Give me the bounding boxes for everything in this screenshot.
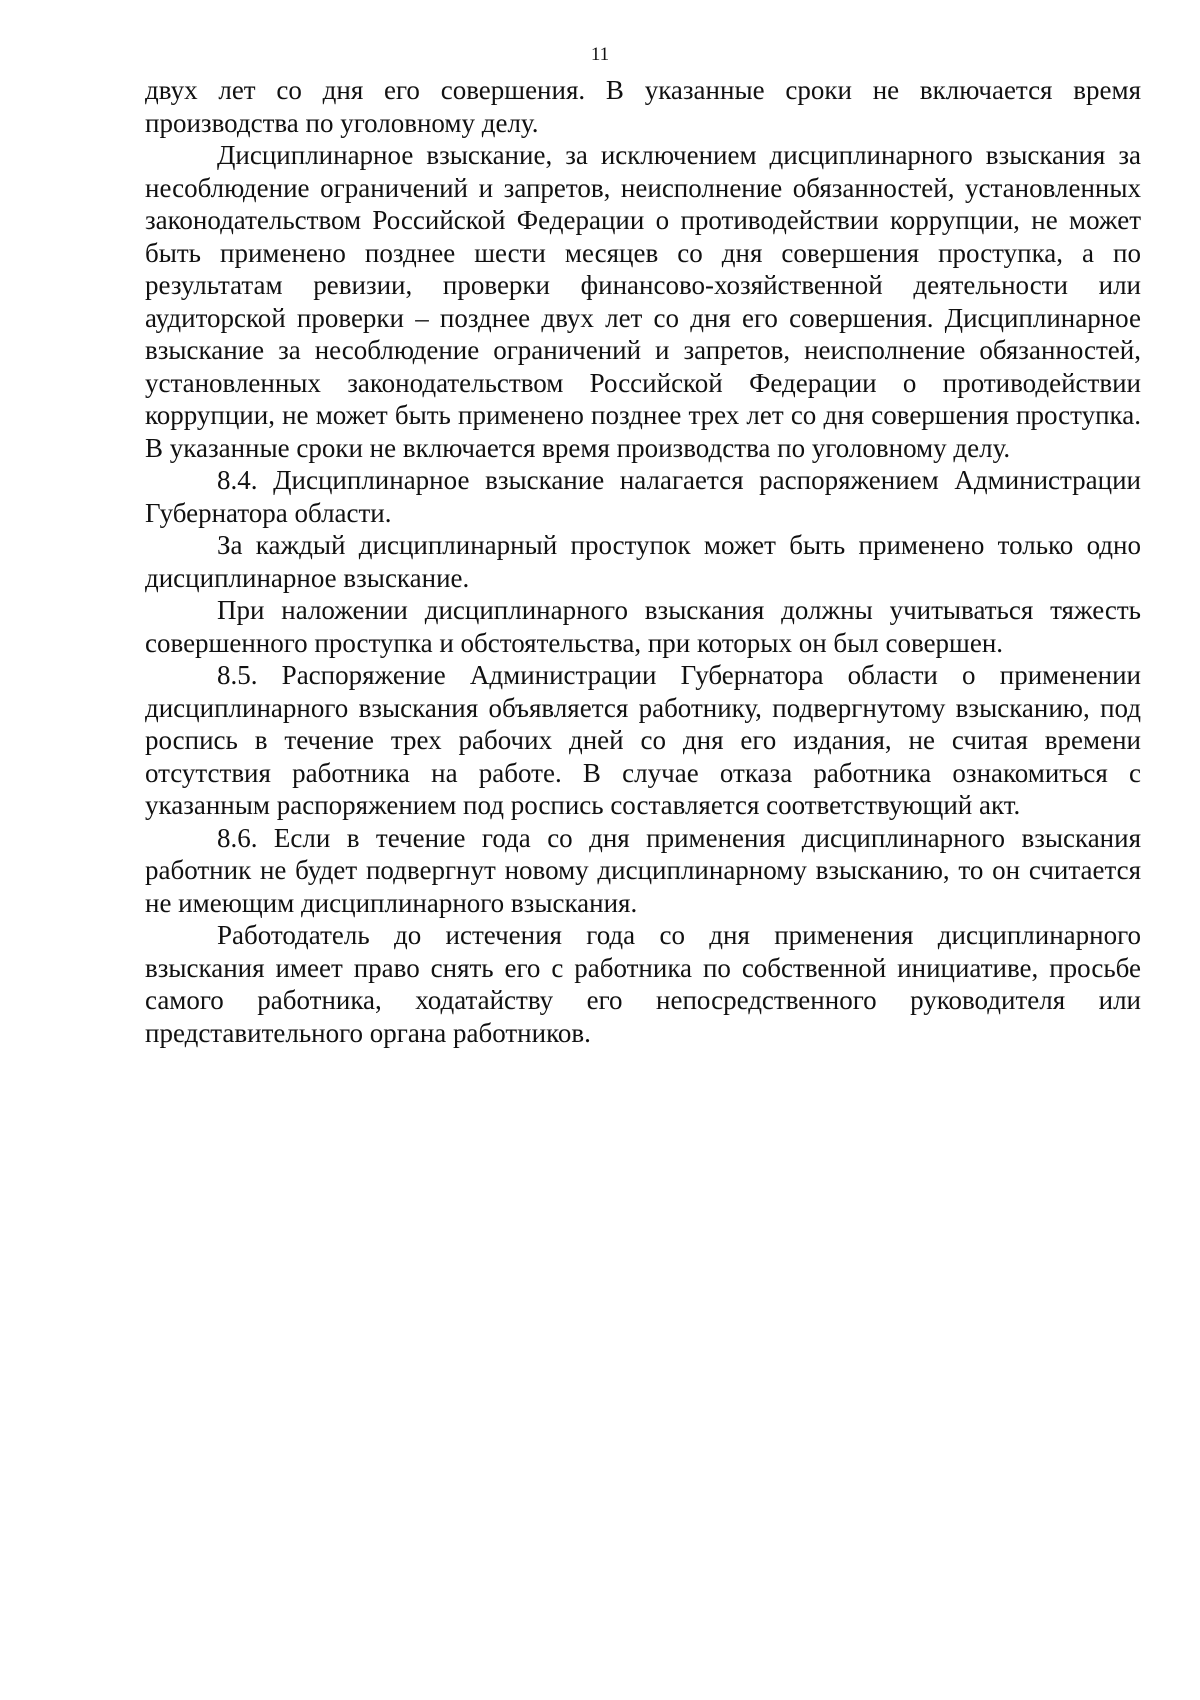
paragraph-employer-removal: Работодатель до истечения года со дня применения дисциплинарного взыскания имеет право снять его с работника по собственной инициативе, просьбе самого работника, ходатайству его непосредственного руководителя или представительного органа работников. [145,920,1141,1048]
paragraph-continuation: двух лет со дня его совершения. В указанные сроки не включается время производства по уголовному делу. [145,75,1141,138]
paragraph-single-penalty: За каждый дисциплинарный проступок может быть применено только одно дисциплинарное взыскание. [145,530,1141,593]
paragraph-8-5: 8.5. Распоряжение Администрации Губернатора области о применении дисциплинарного взыскания объявляется работнику, подвергнутому взысканию, под роспись в течение трех рабочих дней со дня его издания, не считая времени отсутствия работника на работе. В случае отказа работника ознакомиться с указанным распоряжением под роспись составляется соответствующий акт. [145,660,1141,820]
paragraph-8-6: 8.6. Если в течение года со дня применения дисциплинарного взыскания работник не будет подвергнут новому дисциплинарному взысканию, то он считается не имеющим дисциплинарного взыскания. [145,822,1141,918]
document-body [145,74,1141,1049]
paragraph-disciplinary-terms: Дисциплинарное взыскание, за исключением дисциплинарного взыскания за несоблюдение ограничений и запретов, неисполнение обязанностей, установленных законодательством Российской Федерации о противодействии коррупции, не может быть применено позднее шести месяцев со дня совершения проступка, а по результатам ревизии, проверки финансово-хозяйственной деятельности или аудиторской проверки – позднее двух лет со дня его совершения. Дисциплинарное взыскание за несоблюдение ограничений и запретов, неисполнение обязанностей, установленных законодательством Российской Федерации о противодействии коррупции, не может быть применено позднее трех лет со дня совершения проступка. В указанные сроки не включается время производства по уголовному делу. [145,140,1141,463]
paragraph-severity: При наложении дисциплинарного взыскания должны учитываться тяжесть совершенного проступка и обстоятельства, при которых он был совершен. [145,595,1141,658]
paragraph-8-4: 8.4. Дисциплинарное взыскание налагается распоряжением Администрации Губернатора области. [145,465,1141,528]
page-number: 11 [590,44,610,65]
